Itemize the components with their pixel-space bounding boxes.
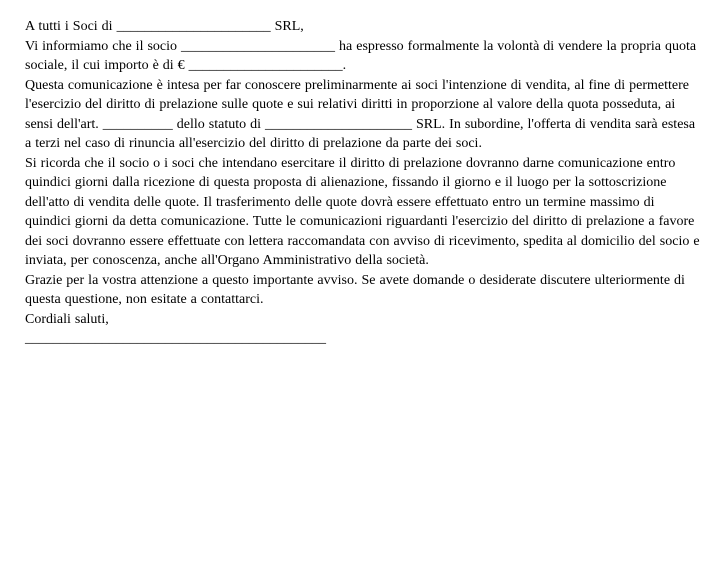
paragraph-procedure: Si ricorda che il socio o i soci che intendano esercitare il diritto di prelazione dovranno darne comunicazione entro quindici giorni dalla ricezione di questa proposta di alienazione, fissando il giorno e il luogo per la sottoscrizione dell'atto di vendita delle quote. Il trasferimento delle quote dovrà essere effettuato entro un termine massimo di quindici giorni da detta comunicazione. Tutte le comunicazioni riguardanti l'esercizio del diritto di prelazione a favore dei soci dovranno essere effettuate con lettera raccomandata con avviso di ricevimento, spedita al domicilio del socio e inviata, per conoscenza, anche all'Organo Amministrativo della società. [25,155,704,268]
paragraph-thanks: Grazie per la vostra attenzione a questo importante avviso. Se avete domande o desiderate discutere ulteriormente di questa questione, non esitate a contattarci. [25,272,689,307]
paragraph-preemption-right: Questa comunicazione è intesa per far conoscere preliminarmente ai soci l'intenzione di vendita, al fine di permettere l'esercizio del diritto di prelazione sulle quote e sui relativi diritti in proporzione al valore della quota posseduta, ai sensi dell'art. __________ dello statuto di _____________________ SRL. In subordine, l'offerta di vendita sarà estesa a terzi nel caso di rinuncia all'esercizio del diritto di prelazione da parte dei soci. [25,77,700,151]
paragraph-sale-notice: Vi informiamo che il socio ______________________ ha espresso formalmente la volontà di vendere la propria quota sociale, il cui importo è di € ______________________. [25,38,701,73]
signature-line: ___________________________________________ [25,331,326,346]
closing-salutation: Cordiali saluti, [25,311,109,327]
recipient-line: A tutti i Soci di ______________________ SRL, [25,19,304,34]
